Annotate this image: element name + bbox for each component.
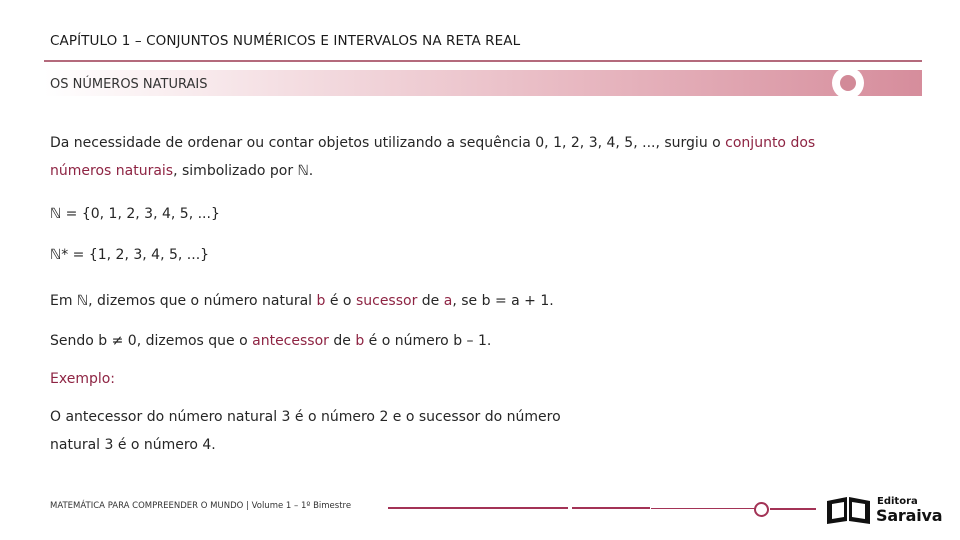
section-band [44, 70, 922, 96]
footer-text: MATEMÁTICA PARA COMPREENDER O MUNDO | Volume 1 – 1º Bimestre [50, 501, 352, 511]
logo-saraiva: Saraiva [876, 506, 943, 525]
intro-highlight-b: números naturais [50, 163, 174, 179]
succ-term: sucessor [355, 293, 418, 309]
ante-var-b: b [355, 333, 365, 349]
publisher-logo [824, 495, 944, 525]
succ-text-d: de [417, 293, 444, 309]
succ-text-c: é o [325, 293, 356, 309]
succ-text-e: , se b = a + 1. [452, 293, 554, 309]
band-circle-inner [840, 75, 856, 91]
set-natural-star: ℕ* = {1, 2, 3, 4, 5, ...} [50, 247, 210, 263]
example-label: Exemplo: [50, 371, 116, 387]
example-line1: O antecessor do número natural 3 é o número 2 e o sucessor do número [50, 409, 561, 425]
paragraph-intro-line1 [50, 135, 815, 151]
example-line2: natural 3 é o número 4. [50, 437, 216, 453]
succ-text-a: Em ℕ, dizemos que o número natural [50, 293, 317, 309]
ante-text-b: de [328, 333, 356, 349]
chapter-title: CAPÍTULO 1 – CONJUNTOS NUMÉRICOS E INTERVALOS NA RETA REAL [50, 33, 521, 49]
intro-highlight-a: conjunto dos [725, 135, 816, 151]
logo-editora: Editora [877, 496, 918, 507]
ante-term: antecessor [252, 333, 329, 349]
antecessor-definition [50, 333, 491, 349]
footer-line-2 [572, 507, 650, 509]
paragraph-intro-line2 [50, 163, 313, 179]
successor-definition [50, 293, 554, 309]
succ-var-b: b [316, 293, 326, 309]
ante-text-a: Sendo b ≠ 0, dizemos que o [50, 333, 253, 349]
section-title: OS NÚMEROS NATURAIS [50, 77, 208, 92]
book-icon [824, 495, 874, 525]
set-natural: ℕ = {0, 1, 2, 3, 4, 5, ...} [50, 206, 220, 222]
intro-text-end: , simbolizado por ℕ. [173, 163, 314, 179]
title-rule [44, 60, 922, 62]
footer-circle-icon [754, 502, 769, 517]
ante-text-c: é o número b – 1. [364, 333, 492, 349]
intro-text: Da necessidade de ordenar ou contar objetos utilizando a sequência 0, 1, 2, 3, 4, 5, ..., surgiu o [50, 135, 726, 151]
succ-var-a: a [443, 293, 453, 309]
footer-line-1 [388, 507, 568, 509]
footer-line-3 [651, 508, 755, 509]
band-circle-icon [832, 67, 864, 99]
footer-line-4 [770, 508, 816, 510]
